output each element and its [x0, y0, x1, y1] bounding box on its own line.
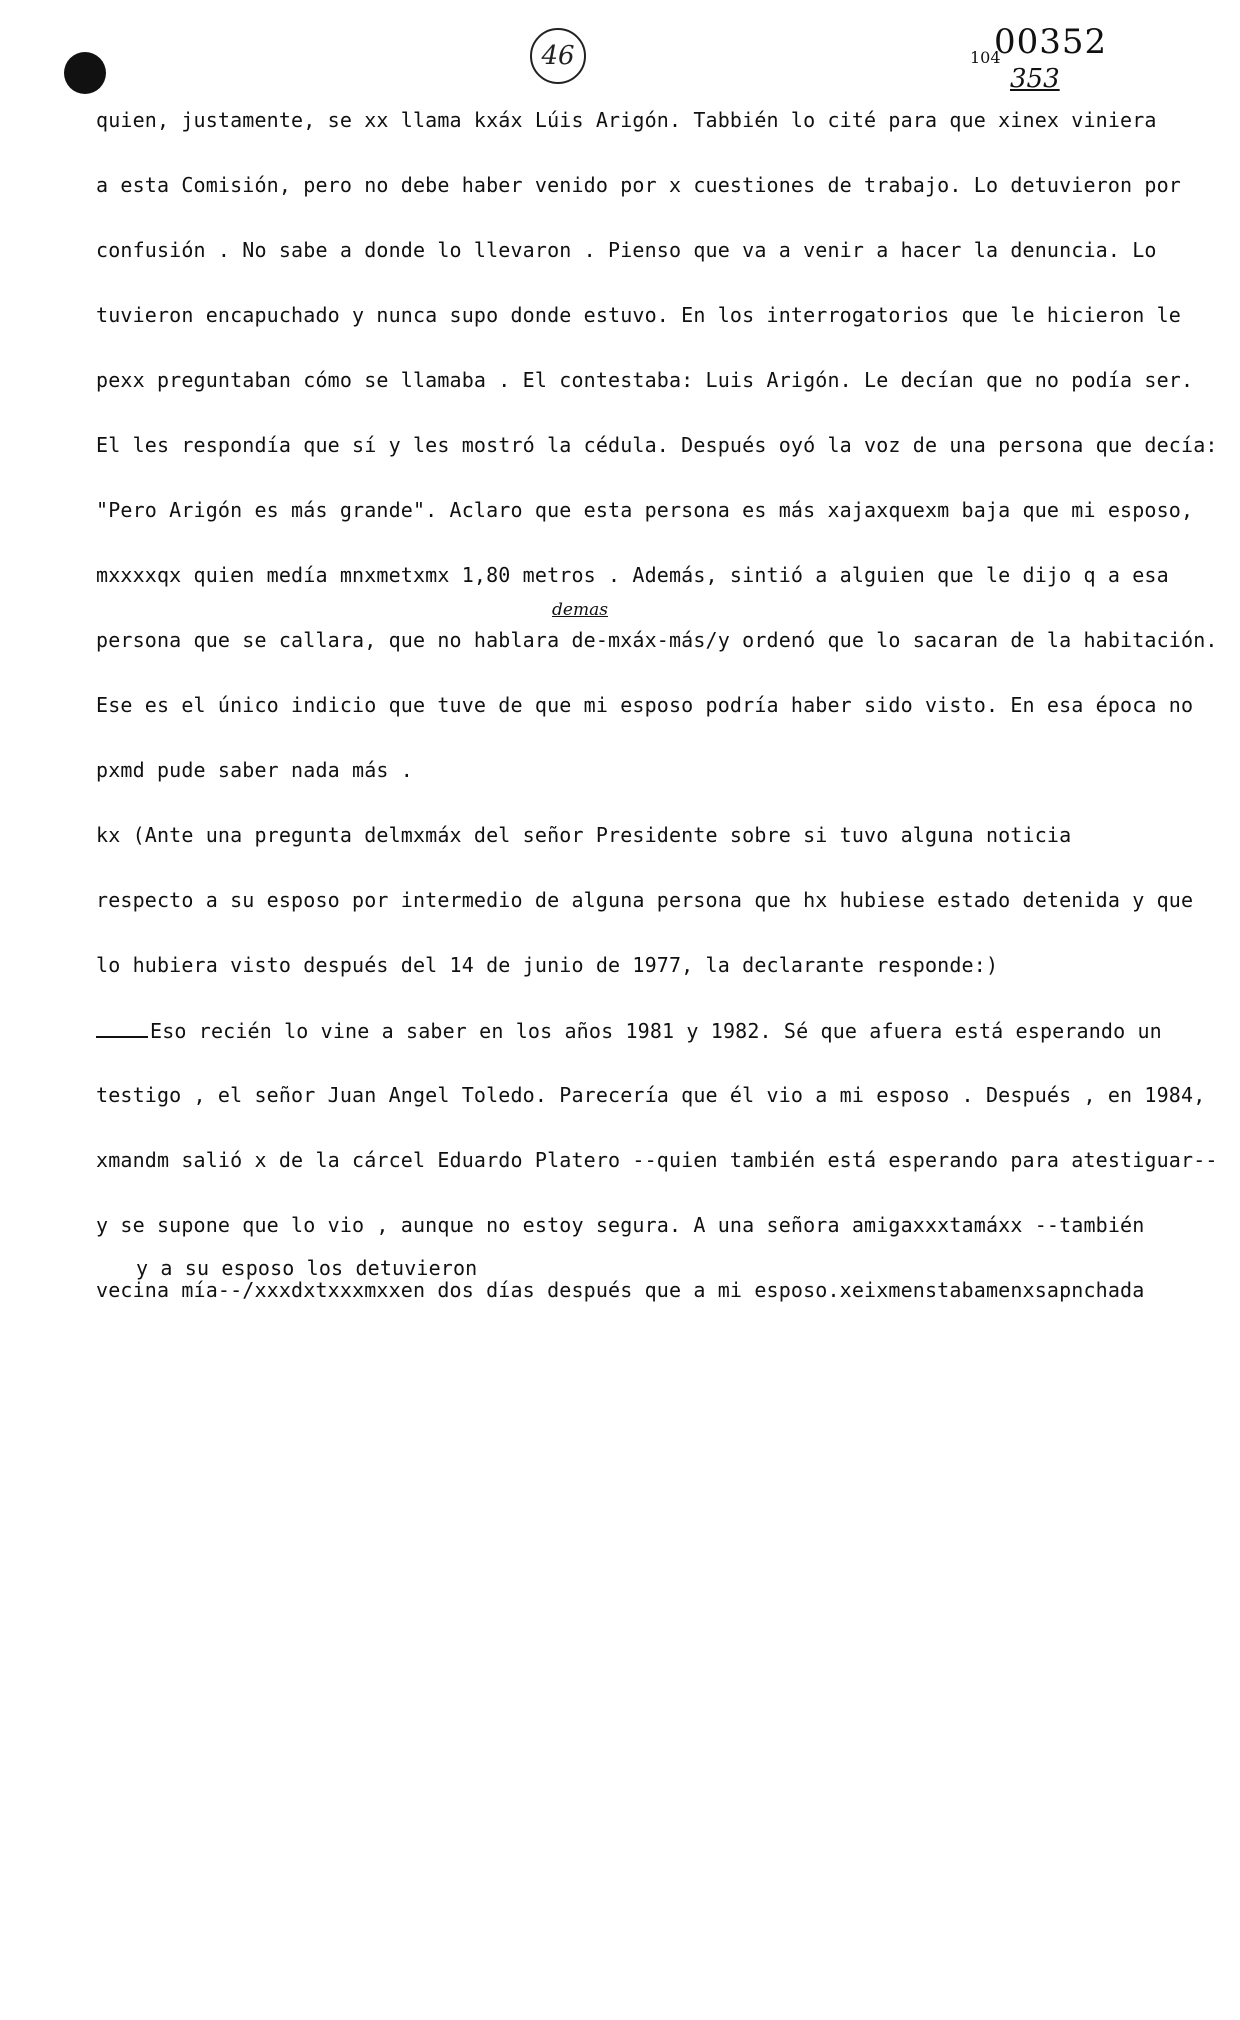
text-line: Ese es el único indicio que tuve de que mi esposo podría haber sido visto. En esa época no	[96, 693, 1194, 717]
text-line-interlinear: y a su esposo los detuvieron	[136, 1256, 478, 1280]
leading-blank-rule	[96, 1018, 148, 1038]
text-line: respecto a su esposo por intermedio de alguna persona que hx hubiese estado detenida y que	[96, 888, 1194, 912]
folio-handwritten-number: 353	[1010, 64, 1060, 94]
text-line: quien, justamente, se xx llama kxáx Lúis Arigón. Tabbién lo cité para que xinex viniera	[96, 108, 1157, 132]
handwritten-insert: demas	[552, 600, 608, 620]
text-line: xmandm salió x de la cárcel Eduardo Platero --quien también está esperando para atestiguar--	[96, 1148, 1218, 1172]
text-line: confusión . No sabe a donde lo llevaron . Pienso que va a venir a hacer la denuncia. Lo	[96, 238, 1157, 262]
text-line: persona que se callara, que no hablara de-mxáx-más/y ordenó que lo sacaran de la habitación.	[96, 628, 1218, 652]
punch-hole-mark	[64, 52, 106, 94]
folio-small-number: 104	[970, 48, 1001, 67]
text-line: a esta Comisión, pero no debe haber venido por x cuestiones de trabajo. Lo detuvieron por	[96, 173, 1181, 197]
text-line: pxmd pude saber nada más .	[96, 758, 413, 782]
text-line: vecina mía--/xxxdxtxxxmxxen dos días después que a mi esposo.xeixmenstabamenxsapnchada	[96, 1278, 1145, 1302]
text-line: mxxxxqx quien medía mnxmetxmx 1,80 metros . Además, sintió a alguien que le dijo q a esa	[96, 563, 1169, 587]
page-stamp: 46	[530, 28, 586, 84]
text-line-content: Eso recién lo vine a saber en los años 1981 y 1982. Sé que afuera está esperando un	[150, 1019, 1162, 1043]
folio-main-number: 00352	[994, 22, 1108, 62]
text-line: "Pero Arigón es más grande". Aclaro que esta persona es más xajaxquexm baja que mi esposo,	[96, 498, 1194, 522]
folio-number-block	[970, 18, 1190, 94]
text-line: pexx preguntaban cómo se llamaba . El contestaba: Luis Arigón. Le decían que no podía ser.	[96, 368, 1194, 392]
text-line: lo hubiera visto después del 14 de junio de 1977, la declarante responde:)	[96, 953, 999, 977]
text-line: testigo , el señor Juan Angel Toledo. Parecería que él vio a mi esposo . Después , en 1984,	[96, 1083, 1206, 1107]
text-line: y se supone que lo vio , aunque no estoy segura. A una señora amigaxxxtamáxx --también	[96, 1213, 1145, 1237]
text-line: El les respondía que sí y les mostró la cédula. Después oyó la voz de una persona que decía:	[96, 433, 1218, 457]
text-line: tuvieron encapuchado y nunca supo donde estuvo. En los interrogatorios que le hicieron le	[96, 303, 1181, 327]
text-line-with-blank	[96, 1018, 1162, 1043]
text-line: kx (Ante una pregunta delmxmáx del señor Presidente sobre si tuvo alguna noticia	[96, 823, 1072, 847]
